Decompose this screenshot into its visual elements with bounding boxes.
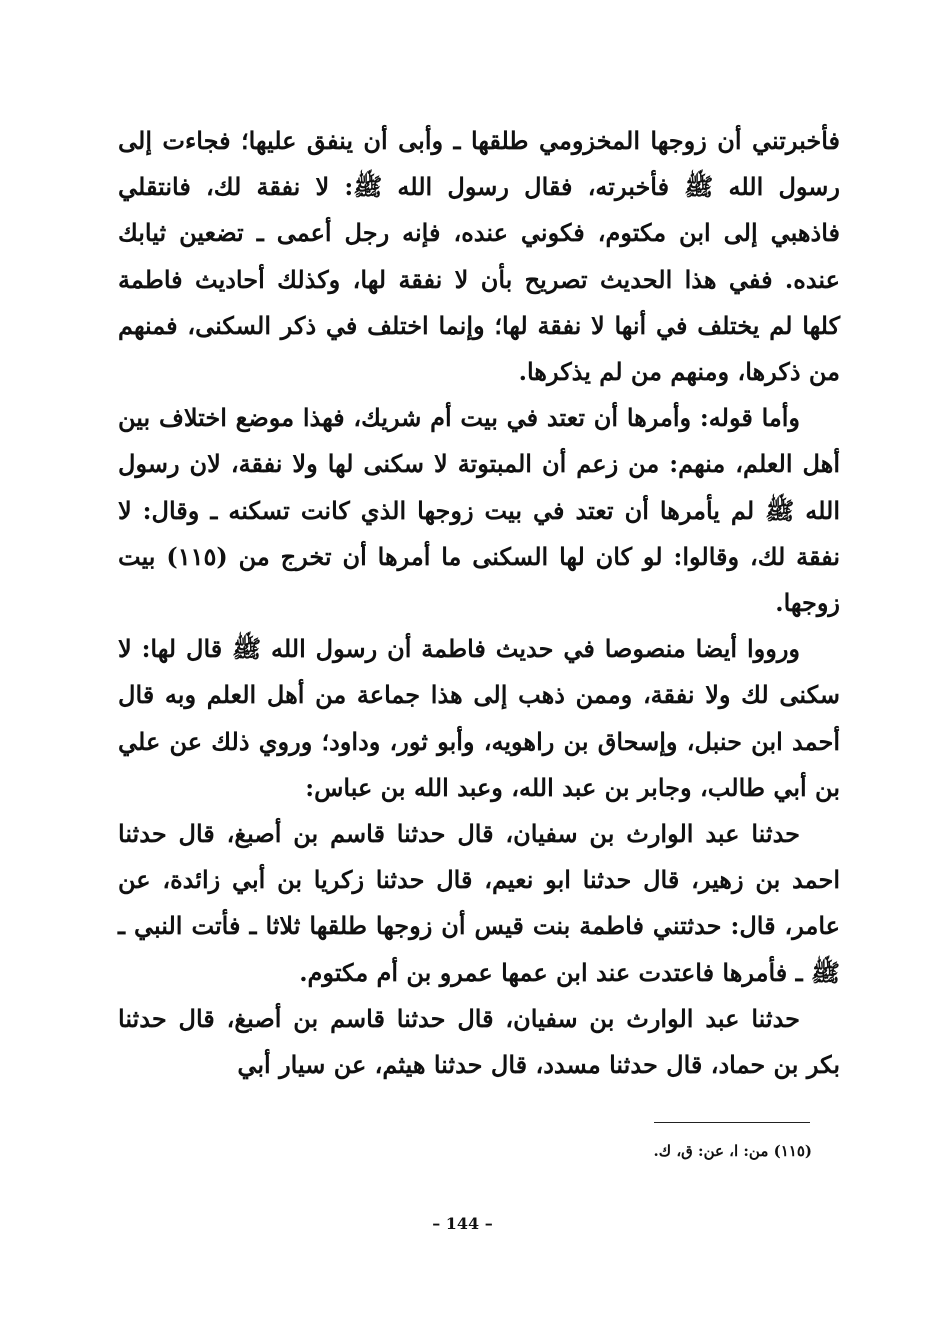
paragraph-2: وأما قوله: وأمرها أن تعتد في بيت أم شريك، فهذا موضع اختلاف بين أهل العلم، منهم: من زعم أن المبتوتة لا سكنى لها ولا نفقة، لان رسول الله ﷺ لم يأمرها أن تعتد في بيت زوجها الذي كانت تسكنه ـ وقال: لا نفقة لك، وقالوا: لو كان لها السكنى ما أمرها أن تخرج من (١١٥) بيت زوجها. bbox=[118, 403, 840, 618]
paragraph-1: فأخبرتني أن زوجها المخزومي طلقها ـ وأبى أن ينفق عليها؛ فجاءت إلى رسول الله ﷺ فأخبرته، فقال رسول الله ﷺ: لا نفقة لك، فانتقلي فاذهبي إلى ابن مكتوم، فكوني عنده، فإنه رجل أعمى ـ تضعين ثيابك عنده. ففي هذا الحديث تصريح بأن لا نفقة لها، وكذلك أحاديث فاطمة كلها لم يختلف في أنها لا نفقة لها؛ وإنما اختلف في ذكر السكنى، فمنهم من ذكرها، ومنهم من لم يذكرها. bbox=[118, 126, 840, 387]
paragraph-5: حدثنا عبد الوارث بن سفيان، قال حدثنا قاسم بن أصبغ، قال حدثنا بكر بن حماد، قال حدثنا مسدد، قال حدثنا هيثم، عن سيار أبي bbox=[118, 1003, 840, 1080]
paragraph-4: حدثنا عبد الوارث بن سفيان، قال حدثنا قاسم بن أصبغ، قال حدثنا احمد بن زهير، قال حدثنا ابو نعيم، قال حدثنا زكريا بن أبي زائدة، عن عامر، قال: حدثتني فاطمة بنت قيس أن زوجها طلقها ثلاثا ـ فأتت النبي ـ ﷺ ـ فأمرها فاعتدت عند ابن عمها عمرو بن أم مكتوم. bbox=[118, 819, 841, 987]
footnote: (١١٥) من: ا، عن: ق، ك. bbox=[653, 1142, 812, 1160]
main-text bbox=[118, 118, 840, 1088]
paragraph-3: ورووا أيضا منصوصا في حديث فاطمة أن رسول الله ﷺ قال لها: لا سكنى لك ولا نفقة، وممن ذهب إلى هذا جماعة من أهل العلم وبه قال أحمد ابن حنبل، وإسحاق بن راهويه، وأبو ثور، وداود؛ وروي ذلك عن علي بن أبي طالب، وجابر بن عبد الله، وعبد الله بن عباس: bbox=[118, 634, 840, 802]
page-number: – 144 – bbox=[432, 1214, 493, 1233]
footnote-divider bbox=[654, 1122, 810, 1123]
